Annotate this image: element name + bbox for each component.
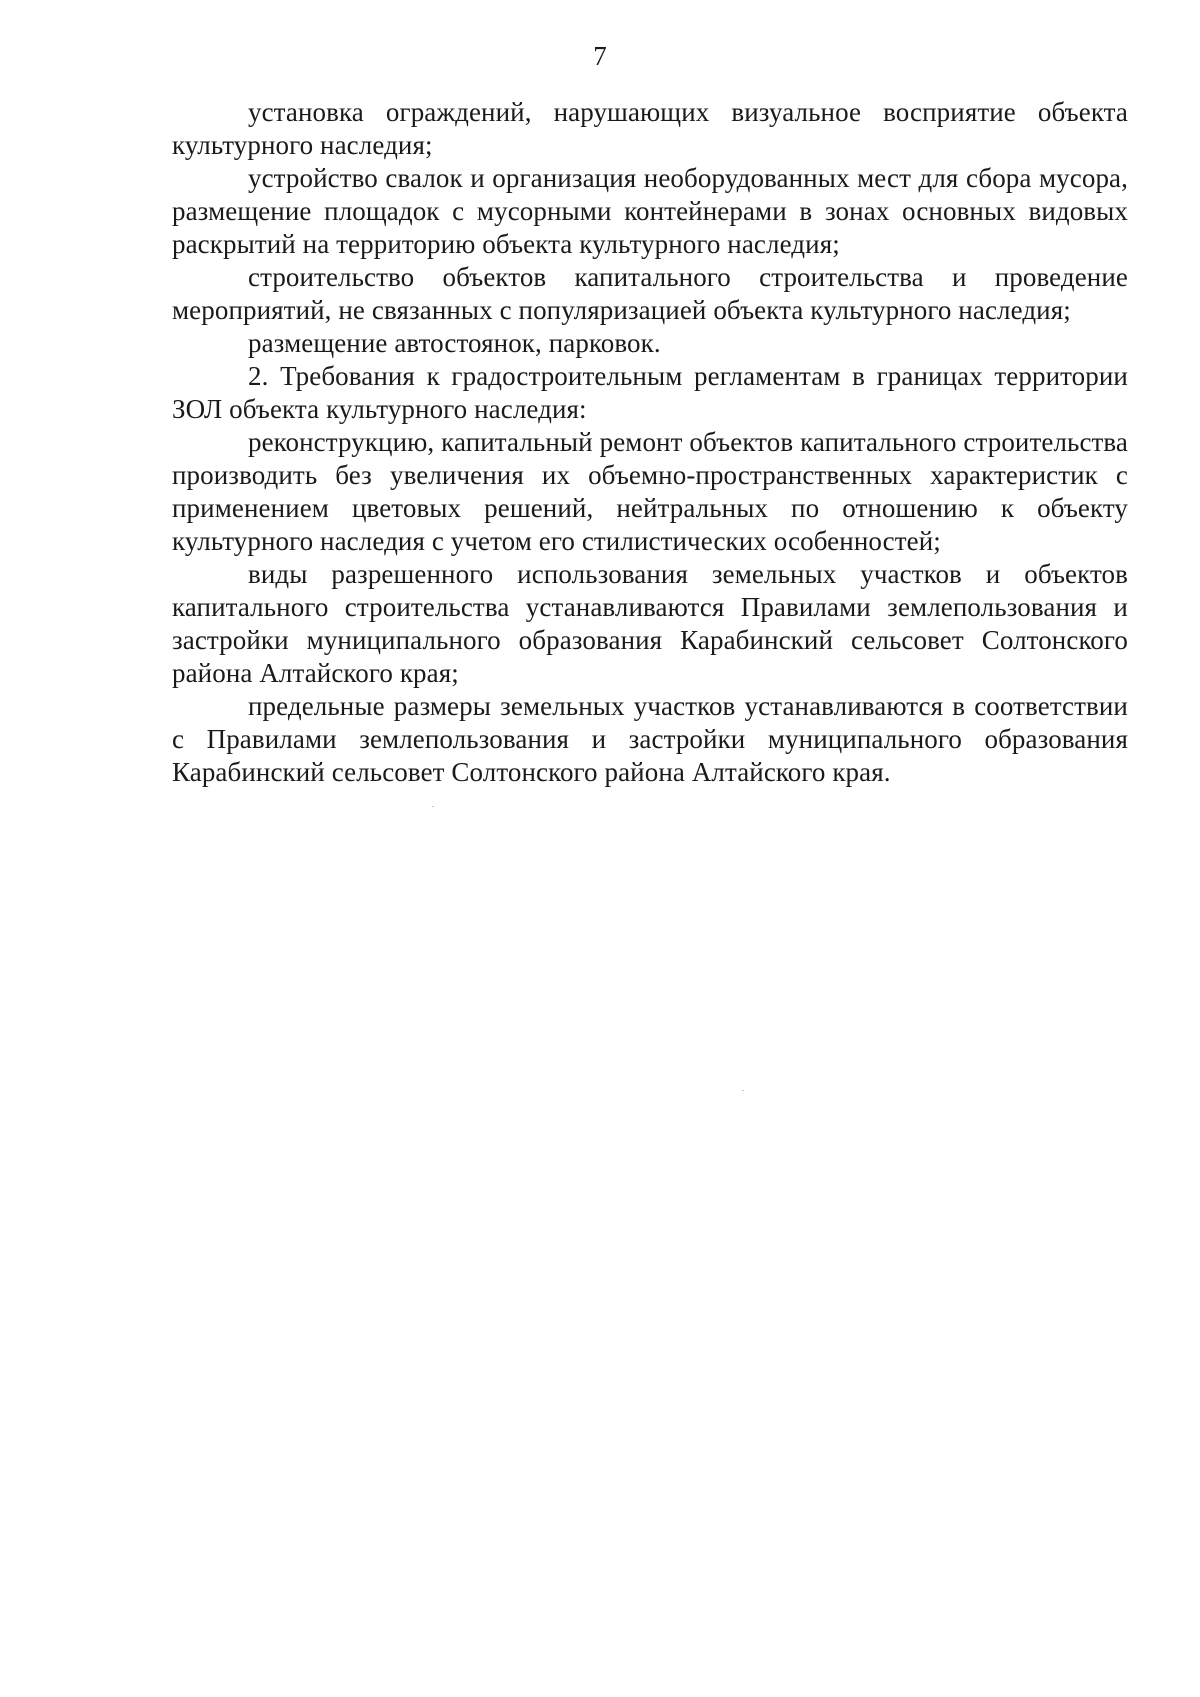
paragraph-construction: строительство объектов капитального строительства и проведение мероприятий, не связанных с популяризацией объекта культурного наследия;: [172, 262, 1128, 325]
scan-speck: [432, 806, 434, 807]
paragraph-plot-sizes: предельные размеры земельных участков устанавливаются в соответствии с Правилами землепользования и застройки муниципального образования Карабинский сельсовет Солтонского района Алтайского края.: [172, 691, 1128, 787]
paragraph-parking: размещение автостоянок, парковок.: [248, 328, 661, 358]
paragraph-reconstruction: реконструкцию, капитальный ремонт объектов капитального строительства производить без увеличения их объемно-пространственных характеристик с применением цветовых решений, нейтральных по отношению к объекту культурного наследия с учетом его стилистических особенностей;: [172, 427, 1128, 556]
paragraph-dump-sites: устройство свалок и организация необорудованных мест для сбора мусора, размещение площадок с мусорными контейнерами в зонах основных видовых раскрытий на территорию объекта культурного наследия;: [172, 163, 1128, 259]
paragraph-permitted-use: виды разрешенного использования земельных участков и объектов капитального строительства устанавливаются Правилами землепользования и застройки муниципального образования Карабинский сельсовет Солтонского района Алтайского края;: [172, 559, 1128, 688]
paragraph-section-2-heading: 2. Требования к градостроительным регламентам в границах территории ЗОЛ объекта культурного наследия:: [172, 361, 1128, 424]
document-body: [172, 96, 1128, 789]
scan-speck: [742, 1090, 744, 1091]
page-number: 7: [593, 41, 607, 71]
paragraph-fence-installation: установка ограждений, нарушающих визуальное восприятие объекта культурного наследия;: [172, 97, 1128, 160]
